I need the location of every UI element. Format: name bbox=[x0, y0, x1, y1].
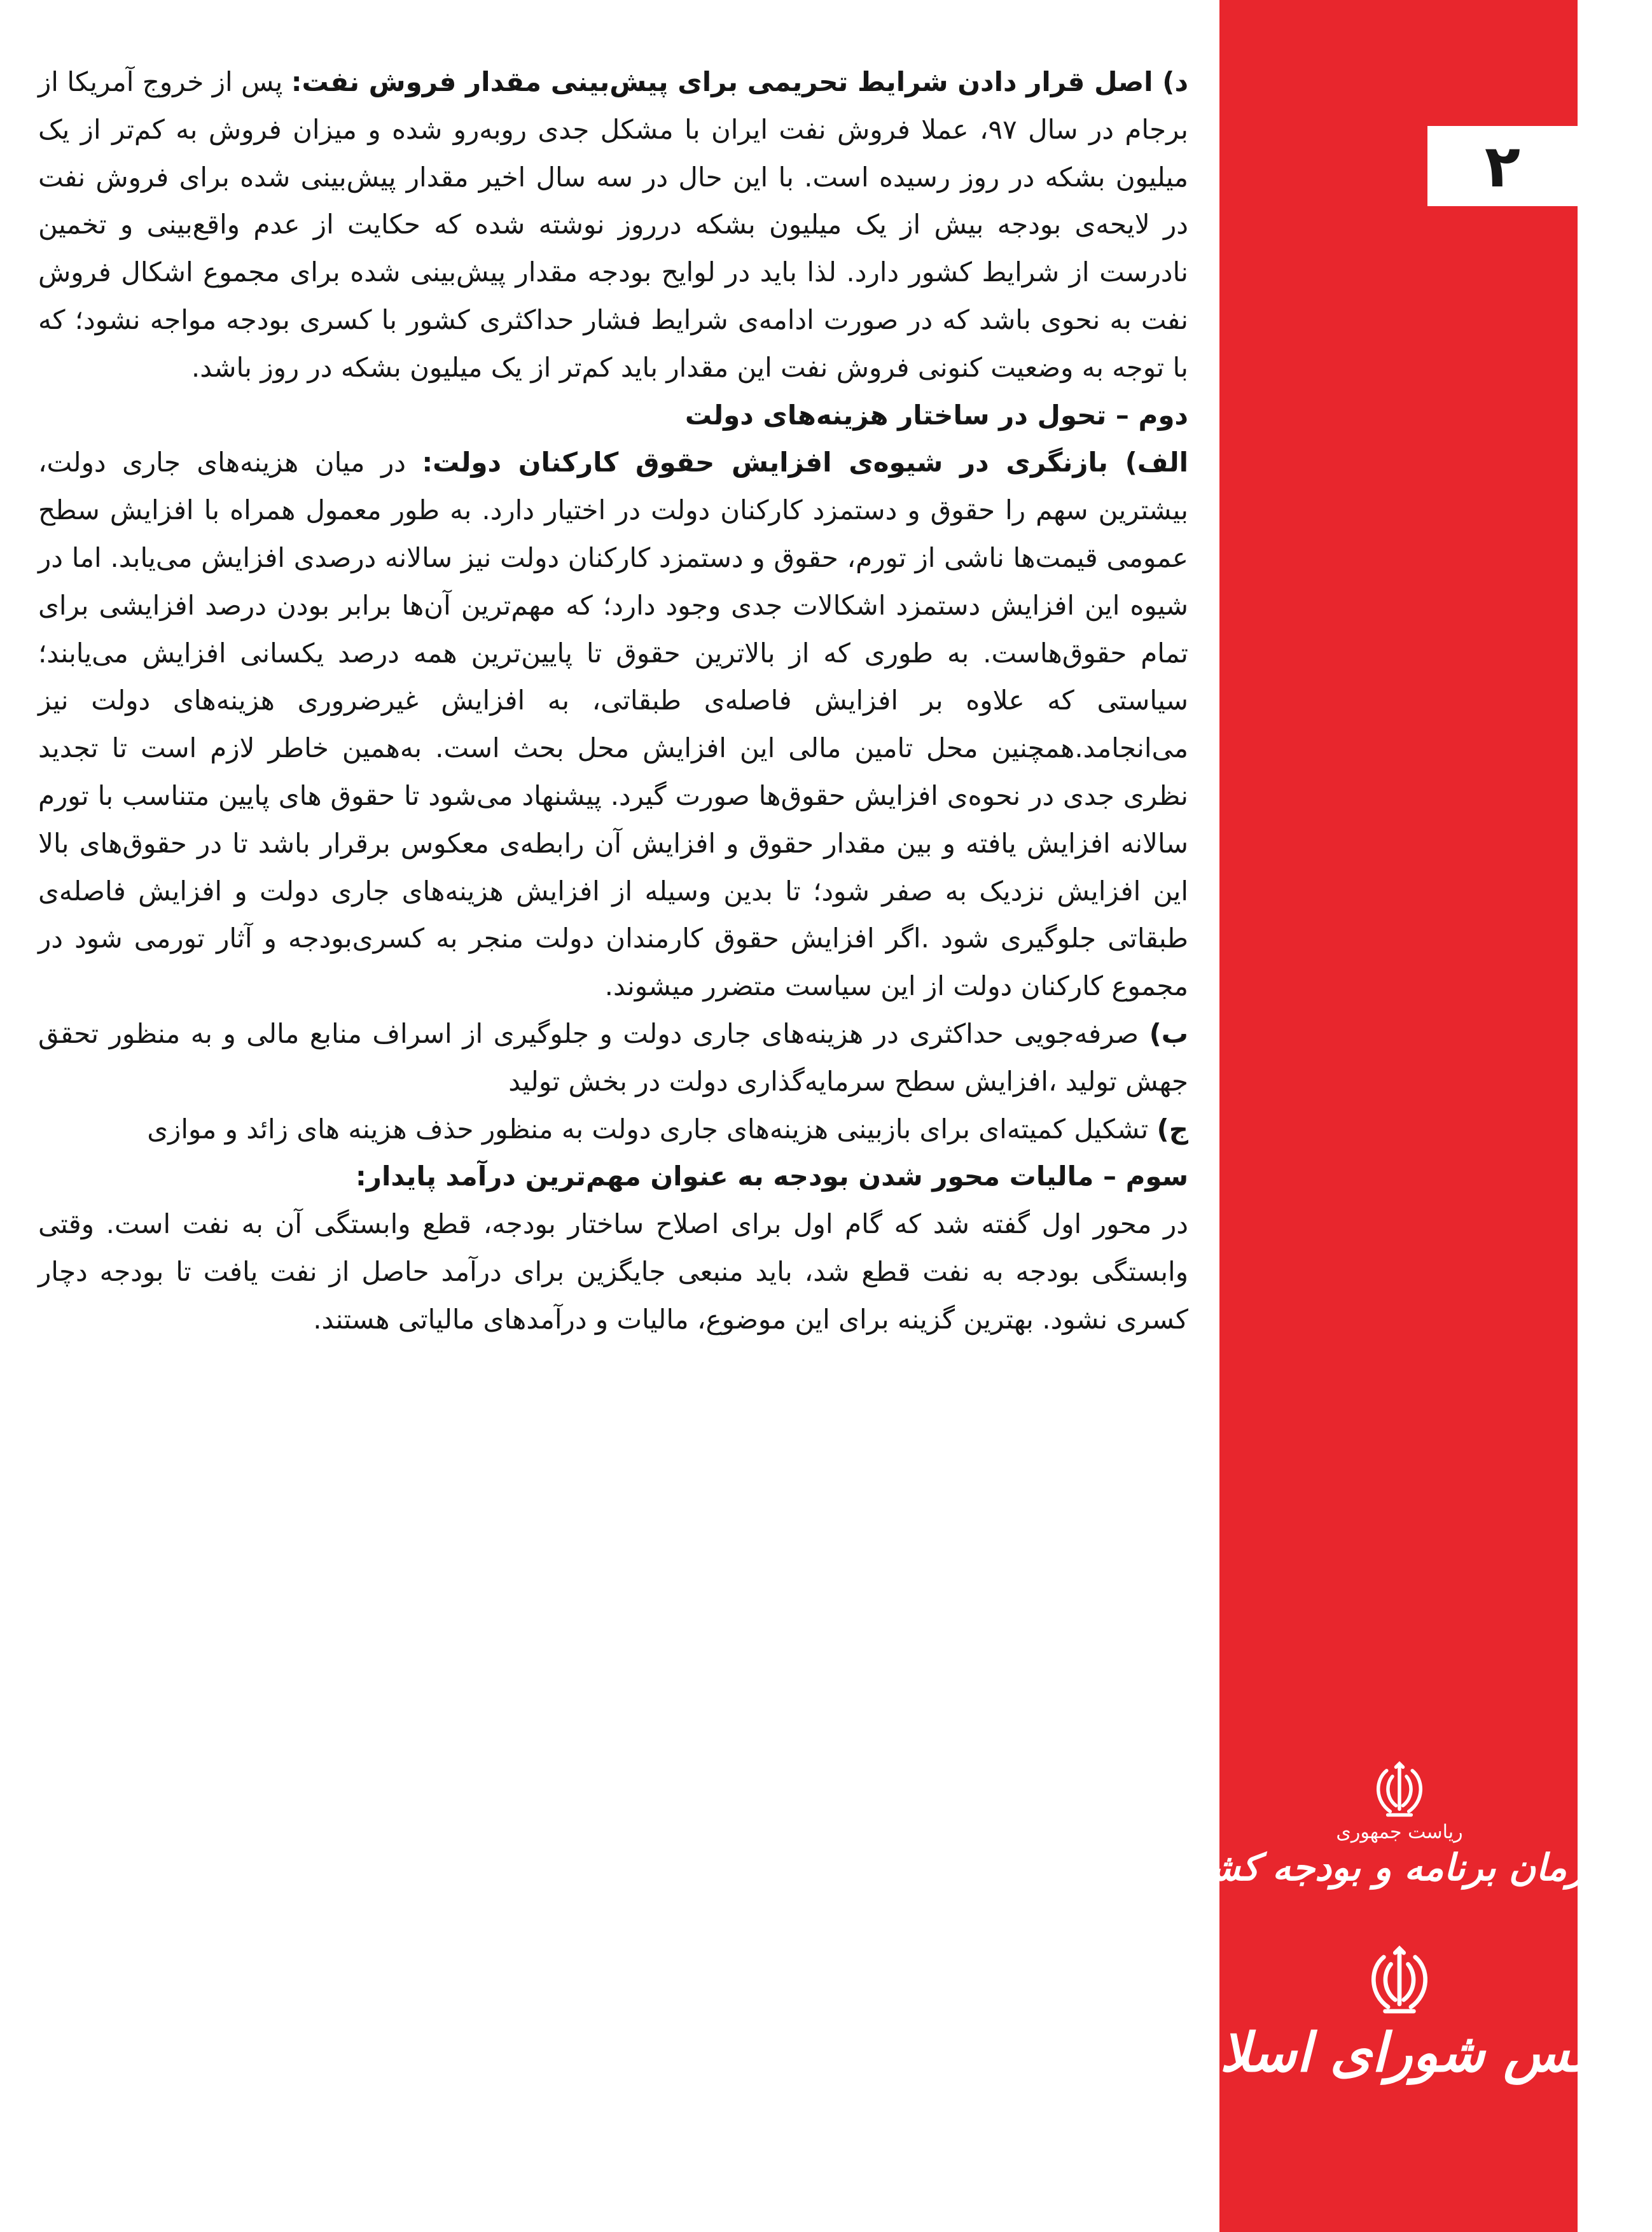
document-body bbox=[38, 59, 1188, 1344]
text-cost-saving: صرفه‌جویی حداکثری در هزینه‌های جاری دولت و جلوگیری از اسراف منابع مالی و به منظور تحقق جهش تولید ،افزایش سطح سرمایه‌گذاری دولت در بخش تولید bbox=[38, 1017, 1188, 1097]
text-oil-sales: پس از خروج آمریکا از برجام در سال ۹۷، عملا فروش نفت ایران با مشکل جدی روبه‌رو شده و میزان فروش به کم‌تر از یک میلیون بشکه در روز رسیده است. با این حال در سه سال اخیر مقدار پیش‌بینی شده برای فروش نفت در لایحه‌ی بودجه بیش از یک میلیون بشکه درروز نوشته شده که حکایت از عدم واقع‌بینی و تخمین نادرست از شرایط کشور دارد. لذا باید در لوایح بودجه مقدار پیش‌بینی شده برای مجموع اشکال فروش نفت به نحوی باشد که در صورت ادامه‌ی شرایط فشار حداکثری کشور با کسری بودجه مواجه نشود؛ که با توجه به وضعیت کنونی فروش نفت این مقدار باید کم‌تر از یک میلیون بشکه در روز باشد. bbox=[38, 66, 1188, 383]
paragraph-tax bbox=[38, 1201, 1188, 1343]
pbo-logo bbox=[1172, 1762, 1627, 1889]
iran-emblem-icon bbox=[1370, 1762, 1429, 1818]
pbo-logo-title: سازمان برنامه و بودجه کشور bbox=[1172, 1846, 1627, 1889]
section-heading-second bbox=[38, 392, 1188, 440]
text-tax: در محور اول گفته شد که گام اول برای اصلاح ساختار بودجه، قطع وابستگی آن به نفت است. وقتی وابستگی بودجه به نفت قطع شد، باید منبعی جایگزین برای درآمد حاصل از نفت یافت تا بودجه دچار کسری نشود. بهترین گزینه برای این موضوع، مالیات و درآمدهای مالیاتی هستند. bbox=[38, 1208, 1188, 1335]
iran-emblem-icon bbox=[1364, 1947, 1435, 2016]
heading-salary-reform: الف) بازنگری در شیوه‌ی افزایش حقوق کارکنان دولت: bbox=[422, 447, 1188, 478]
paragraph-committee bbox=[38, 1106, 1188, 1154]
parliament-logo bbox=[1146, 1947, 1652, 2084]
heading-third: سوم – مالیات محور شدن بودجه به عنوان مهم‌ترین درآمد پایدار: bbox=[355, 1161, 1188, 1192]
text-committee: تشکیل کمیته‌ای برای بازبینی هزینه‌های جاری دولت به منظور حذف هزینه های زائد و موازی bbox=[147, 1113, 1157, 1145]
paragraph-oil-sales bbox=[38, 59, 1188, 392]
label-be: ب) bbox=[1149, 1017, 1188, 1049]
red-sidebar bbox=[1219, 0, 1578, 2232]
heading-second: دوم – تحول در ساختار هزینه‌های دولت bbox=[684, 399, 1188, 431]
parliament-logo-title: مجلس شورای اسلامی bbox=[1146, 2021, 1652, 2084]
heading-oil-sales: د) اصل قرار دادن شرایط تحریمی برای پیش‌بینی مقدار فروش نفت: bbox=[291, 66, 1188, 97]
paragraph-salary-reform bbox=[38, 439, 1188, 1010]
label-jim: ج) bbox=[1156, 1113, 1188, 1145]
page-number: ۲ bbox=[1427, 126, 1578, 206]
section-heading-third bbox=[38, 1153, 1188, 1201]
paragraph-cost-saving bbox=[38, 1010, 1188, 1106]
text-salary-reform: در میان هزینه‌های جاری دولت، بیشترین سهم را حقوق و دستمزد کارکنان دولت در اختیار دارد. به طور معمول همراه با افزایش سطح عمومی قیمت‌ها ناشی از تورم، حقوق و دستمزد کارکنان دولت نیز سالانه درصدی افزایش می‌یابد. اما در شیوه این افزایش دستمزد اشکالات جدی وجود دارد؛ که مهم‌ترین آن‌ها برابر بودن درصد افزایشی برای تمام حقوق‌هاست. به طوری که از بالاترین حقوق تا پایین‌ترین همه درصد یکسانی افزایش می‌یابند؛ سیاستی که علاوه بر افزایش فاصله‌ی طبقاتی، به افزایش غیرضروری هزینه‌های دولت نیز می‌انجامد.همچنین محل تامین مالی این افزایش محل بحث است. به‌همین خاطر لازم است تا تجدید نظری جدی در نحوه‌ی افزایش حقوق‌ها صورت گیرد. پیشنهاد می‌شود تا حقوق های پایین متناسب با تورم سالانه افزایش یافته و بین مقدار حقوق و افزایش آن رابطه‌ی معکوس برقرار باشد تا در حقوق‌های بالا این افزایش نزدیک به صفر شود؛ تا بدین وسیله از افزایش هزینه‌های جاری دولت و افزایش فاصله‌ی طبقاتی جلوگیری شود .اگر افزایش حقوق کارمندان دولت منجر به کسری‌بودجه و آثار تورمی شود در مجموع کارکنان دولت از این سیاست متضرر میشوند. bbox=[38, 447, 1188, 1002]
pbo-logo-subtitle: ریاست جمهوری bbox=[1336, 1821, 1463, 1843]
